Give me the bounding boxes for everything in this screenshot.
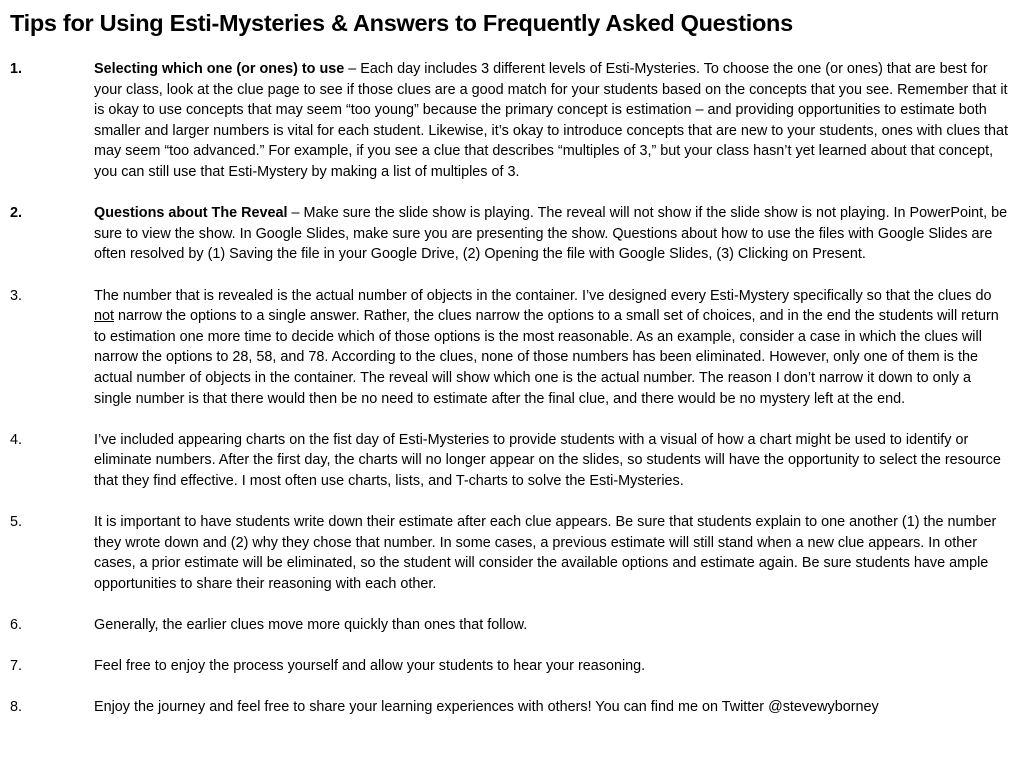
item-emphasis: not (94, 308, 115, 325)
item-number: 6. (10, 617, 23, 634)
item-body-part: The number that is revealed is the actual number of objects in the container. I’ve designed every Esti-Mystery specifically so that the clues do (94, 287, 992, 304)
list-item (10, 615, 1010, 636)
list-item (10, 430, 1010, 492)
item-body-part: narrow the options to a single answer. Rather, the clues narrow the options to a small set of choices, and in the end the students will return to estimation one more time to decide which of those options is the most reasonable. As an example, consider a case in which the clues will narrow the options to 28, 58, and 78. According to the clues, none of those numbers has been eliminated. However, only one of them is the actual number of objects in the container. The reveal will show which one is the actual number. The reason I don’t narrow it down to only a single number is that there would then be no need to estimate after the final clue, and there would be no mystery left at the end. (94, 308, 999, 407)
tips-list (10, 59, 1010, 718)
item-number: 4. (10, 431, 23, 448)
list-item (10, 656, 1010, 677)
item-number: 7. (10, 658, 23, 675)
item-number: 1. (10, 61, 23, 77)
item-text (94, 203, 1010, 265)
item-number: 3. (10, 287, 23, 304)
item-lead: Selecting which one (or ones) to use (94, 61, 345, 77)
list-item (10, 697, 1010, 718)
item-text (94, 286, 1010, 410)
list-item (10, 512, 1010, 594)
item-number: 8. (10, 699, 23, 716)
item-text: I’ve included appearing charts on the fist day of Esti-Mysteries to provide students with a visual of how a chart might be used to identify or eliminate numbers. After the first day, the charts will no longer appear on the slides, so students will have the opportunity to select the resource that they find effective. I most often use charts, lists, and T-charts to solve the Esti-Mysteries. (94, 431, 1001, 489)
item-body: – Each day includes 3 different levels of Esti-Mysteries. To choose the one (or ones) that are best for your class, look at the clue page to see if those clues are a good match for your students based on the concepts that you see. Remember that it is okay to use concepts that may seem “too young” because the primary concept is estimation – and providing opportunities to estimate both smaller and larger numbers is vital for each student. Likewise, it’s okay to introduce concepts that are new to your students, ones with clues that may seem “too advanced.” For example, if you see a clue that describes “multiples of 3,” but your class hasn’t yet learned about that concept, you can still use that Esti-Mystery by making a list of multiples of 3. (94, 61, 1009, 180)
item-text (94, 59, 1010, 183)
list-item (10, 59, 1010, 183)
item-text: Generally, the earlier clues move more quickly than ones that follow. (94, 617, 528, 634)
list-item (10, 286, 1010, 410)
item-number: 2. (10, 205, 23, 222)
list-item (10, 203, 1010, 265)
item-text: Enjoy the journey and feel free to share your learning experiences with others! You can find me on Twitter @stevewyborney (94, 699, 879, 716)
item-text: Feel free to enjoy the process yourself and allow your students to hear your reasoning. (94, 658, 646, 675)
item-body: – Make sure the slide show is playing. The reveal will not show if the slide show is not playing. In PowerPoint, be sure to view the show. In Google Slides, make sure you are presenting the show. Questions about how to use the files with Google Slides are often resolved by (1) Saving the file in your Google Drive, (2) Opening the file with Google Slides, (3) Clicking on Present. (94, 205, 1008, 263)
page-title: Tips for Using Esti-Mysteries & Answers to Frequently Asked Questions (10, 10, 793, 36)
item-lead: Questions about The Reveal (94, 205, 288, 222)
item-number: 5. (10, 514, 23, 531)
item-text: It is important to have students write down their estimate after each clue appears. Be sure that students explain to one another (1) the number they wrote down and (2) why they chose that number. In some cases, a previous estimate will still stand when a new clue appears. In other cases, a prior estimate will be eliminated, so the student will consider the available options and estimate again. Be sure students have ample opportunities to share their reasoning with each other. (94, 514, 997, 592)
